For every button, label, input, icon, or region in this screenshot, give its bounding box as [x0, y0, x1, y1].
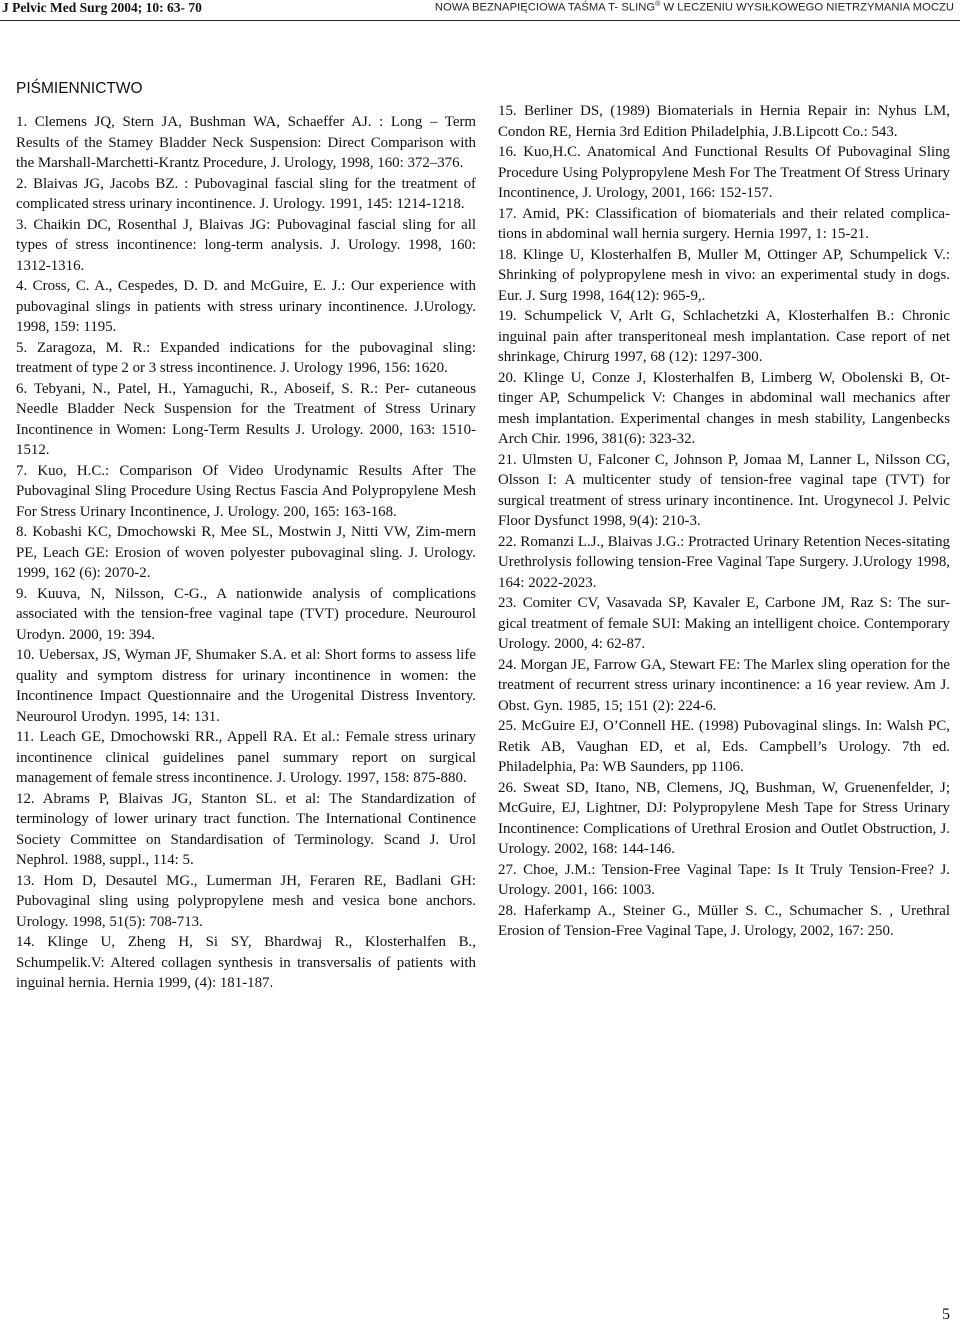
reference-item: 16. Kuo,H.C. Anatomical And Functional Results Of Pubovaginal Sling Procedure Using Polypropylene Mesh For The Treatment Of Stress Urinary Incontinence, J. Urology, 2001, 166: 152-157. [498, 144, 950, 201]
reference-item: 25. McGuire EJ, O’Connell HE. (1998) Pubovaginal slings. In: Walsh PC, Retik AB, Vaughan ED, et al, Eds. Campbell’s Urology. 7th ed. Philadelphia, Pa: WB Saunders, pp 1106. [498, 718, 950, 775]
reference-item: 12. Abrams P, Blaivas JG, Stanton SL. et al: The Standardization of terminology of lower urinary tract function. The International Continence Society Committee on Standardisation of Terminology. Scand J. Urol Nephrol. 1988, suppl., 114: 5. [16, 790, 476, 868]
reference-item: 1. Clemens JQ, Stern JA, Bushman WA, Schaeffer AJ. : Long – Term Results of the Stamey Bladder Neck Suspension: Direct Comparison with the Marshall-Marchetti-Krantz Procedure, J. Urology, 1998, 160: 372–376. [16, 114, 476, 171]
reference-item: 22. Romanzi L.J., Blaivas J.G.: Protracted Urinary Retention Neces-sitating Urethrolysis following tension-Free Vaginal Tape Surgery. J.Urology 1998, 164: 2022-2023. [498, 533, 950, 591]
page-number: 5 [942, 1306, 950, 1323]
reference-item: 8. Kobashi KC, Dmochowski R, Mee SL, Mostwin J, Nitti VW, Zim-mern PE, Leach GE: Erosion of woven polyester pubovaginal sling. J. Urology. 1999, 162 (6): 2070-2. [16, 524, 476, 581]
reference-item: 5. Zaragoza, M. R.: Expanded indications for the pubovaginal sling: treatment of type 2 or 3 stress incontinence. J. Urology 1996, 156: 1620. [16, 339, 476, 376]
references-left-column [16, 112, 476, 994]
running-title-main: NOWA BEZNAPIĘCIOWA TAŚMA T- SLING [434, 1, 656, 14]
reference-item: 24. Morgan JE, Farrow GA, Stewart FE: The Marlex sling operation for the treatment of recurrent stress urinary incontinence: a 16 year review. Am J. Obst. Gyn. 1985, 15; 151 (2): 224-6. [498, 656, 950, 714]
reference-item: 13. Hom D, Desautel MG., Lumerman JH, Feraren RE, Badlani GH: Pubovaginal sling using polypropylene mesh and vesica bone anchors. Urology. 1998, 51(5): 708-713. [16, 872, 476, 930]
registered-mark: ® [655, 1, 661, 8]
reference-item: 3. Chaikin DC, Rosenthal J, Blaivas JG: Pubovaginal fascial sling for all types of stress incontinence: long-term analysis. J. Urology. 1998, 160: 1312-1316. [16, 216, 476, 274]
reference-item: 28. Haferkamp A., Steiner G., Müller S. C., Schumacher S. , Urethral Erosion of Tension-Free Vaginal Tape, J. Urology, 2002, 167: 250. [498, 902, 950, 939]
reference-item: 15. Berliner DS, (1989) Biomaterials in Hernia Repair in: Nyhus LM, Condon RE, Hernia 3rd Edition Philadelphia, J.B.Lipcott Co.: 543. [498, 103, 950, 140]
reference-item: 18. Klinge U, Klosterhalfen B, Muller M, Ottinger AP, Schumpelick V.: Shrinking of polypropylene mesh in vivo: an experimental study in dogs. Eur. J. Surg 1998, 164(12): 965-9,. [498, 246, 950, 304]
reference-item: 14. Klinge U, Zheng H, Si SY, Bhardwaj R., Klosterhalfen B., Schumpelik.V: Altered collagen synthesis in transversalis of patients with inguinal hernia. Hernia 1999, (4): 181-187. [16, 934, 476, 991]
running-title [435, 1, 954, 14]
page-header [0, 0, 960, 21]
running-title-rest: W LECZENIU WYSIŁKOWEGO NIETRZYMANIA MOCZU [660, 1, 954, 14]
reference-item: 2. Blaivas JG, Jacobs BZ. : Pubovaginal fascial sling for the treatment of complicated stress urinary incontinence. J. Urology. 1991, 145: 1214-1218. [16, 175, 476, 212]
reference-item: 20. Klinge U, Conze J, Klosterhalfen B, Limberg W, Obolenski B, Ot-tinger AP, Schumpelick V: Changes in abdominal wall mechanics after mesh implantation. Experimental changes in mesh stability, Langenbecks Arch Chir. 1996, 381(6): 323-32. [498, 369, 950, 447]
reference-item: 26. Sweat SD, Itano, NB, Clemens, JQ, Bushman, W, Gruenenfelder, J; McGuire, EJ, Lightner, DJ: Polypropylene Mesh Tape for Stress Urinary Incontinence: Complications of Urethral Erosion and Outlet Obstruction, J. Urology. 2002, 168: 144-146. [498, 779, 950, 857]
reference-item: 23. Comiter CV, Vasavada SP, Kavaler E, Carbone JM, Raz S: The sur-gical treatment of female SUI: Making an intelligent choice. Contemporary Urology. 2000, 4: 62-87. [498, 595, 950, 652]
reference-item: 17. Amid, PK: Classification of biomaterials and their related complica-tions in abdominal wall hernia surgery. Hernia 1997, 1: 15-21. [498, 205, 950, 242]
section-title: PIŚMIENNICTWO [16, 80, 143, 97]
reference-item: 4. Cross, C. A., Cespedes, D. D. and McGuire, E. J.: Our experience with pubovaginal slings in patients with stress urinary incontinence. J.Urology. 1998, 159: 1195. [16, 278, 476, 335]
reference-item: 11. Leach GE, Dmochowski RR., Appell RA. Et al.: Female stress urinary incontinence clinical guidelines panel summary report on surgical management of female stress incontinence. J. Urology. 1997, 158: 875-880. [16, 729, 476, 786]
reference-item: 27. Choe, J.M.: Tension-Free Vaginal Tape: Is It Truly Tension-Free? J. Urology. 2001, 166: 1003. [498, 861, 950, 898]
reference-item: 9. Kuuva, N, Nilsson, C-G., A nationwide analysis of complications associated with the tension-free vaginal tape (TVT) procedure. Neurourol Urodyn. 2000, 19: 394. [16, 585, 476, 643]
references-right-column [498, 101, 950, 942]
journal-citation: J Pelvic Med Surg 2004; 10: 63- 70 [2, 0, 202, 15]
reference-item: 6. Tebyani, N., Patel, H., Yamaguchi, R., Aboseif, S. R.: Per- cutaneous Needle Bladder Neck Suspension for the Treatment of Stress Urinary Incontinence in Women: Long-Term Results J. Urology. 2000, 163: 1510-1512. [16, 380, 476, 458]
reference-item: 10. Uebersax, JS, Wyman JF, Shumaker S.A. et al: Short forms to assess life quality and symptom distress for urinary incontinence in women: the Incontinence Impact Questionnaire and the Urogenital Distress Inventory. Neurourol Urodyn. 1995, 14: 131. [16, 647, 476, 725]
reference-item: 21. Ulmsten U, Falconer C, Johnson P, Jomaa M, Lanner L, Nilsson CG, Olsson I: A multicenter study of tension-free vaginal tape (TVT) for surgical treatment of stress urinary incontinence. Int. Urogynecol J. Pelvic Floor Dysfunct 1998, 9(4): 210-3. [498, 451, 950, 529]
reference-item: 19. Schumpelick V, Arlt G, Schlachetzki A, Klosterhalfen B.: Chronic inguinal pain after transperitoneal mesh implantation. Case report of net shrinkage, Chirurg 1997, 68 (12): 1297-300. [498, 308, 950, 365]
reference-item: 7. Kuo, H.C.: Comparison Of Video Urodynamic Results After The Pubovaginal Sling Procedure Using Rectus Fascia And Polypropylene Mesh For Stress Urinary Incontinence, J. Urology. 200, 165: 163-168. [16, 462, 476, 520]
